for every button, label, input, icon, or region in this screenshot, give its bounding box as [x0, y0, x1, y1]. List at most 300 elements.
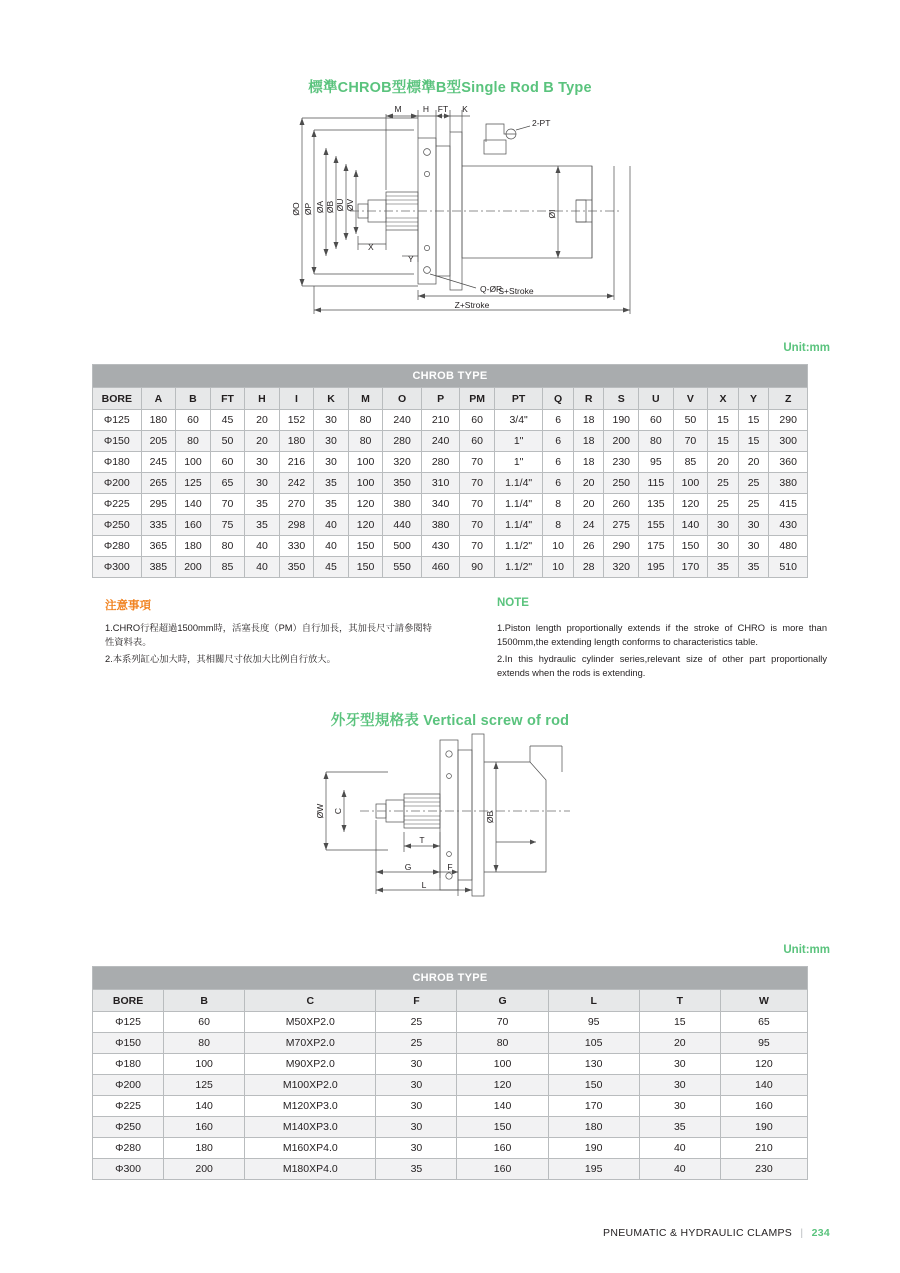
table-cell: 180: [176, 536, 211, 557]
table-cell: 40: [314, 515, 348, 536]
table-cell: 24: [573, 515, 604, 536]
table-cell: 152: [279, 410, 314, 431]
table-cell: 120: [720, 1054, 807, 1075]
note-cn-line1: 1.CHRO行程超過1500mm時，活塞長度（PM）自行加長，其加長尺寸請參閱特性資料表。: [105, 623, 432, 648]
table-cell: Φ225: [93, 1096, 164, 1117]
svg-text:C: C: [333, 807, 343, 815]
table-cell: 310: [421, 473, 460, 494]
table-cell: 85: [210, 557, 244, 578]
table-cell: 35: [314, 494, 348, 515]
table-cell: 1.1/2": [494, 557, 542, 578]
table-cell: 210: [720, 1138, 807, 1159]
table-cell: 30: [314, 431, 348, 452]
table-cell: 15: [738, 410, 769, 431]
table-cell: 30: [639, 1096, 720, 1117]
table-cell: 460: [421, 557, 460, 578]
table-cell: 350: [383, 473, 422, 494]
table-cell: 8: [543, 494, 574, 515]
table-cell: 15: [708, 431, 739, 452]
table-cell: 65: [210, 473, 244, 494]
unit-label-bottom: Unit:mm: [783, 944, 830, 956]
note-heading-en: NOTE: [497, 597, 529, 609]
table-cell: 80: [164, 1033, 245, 1054]
svg-text:ØB: ØB: [485, 810, 495, 824]
table-cell: 30: [245, 452, 279, 473]
table-cell: 290: [769, 410, 808, 431]
table-cell: 260: [604, 494, 639, 515]
table-cell: 100: [348, 473, 383, 494]
table-cell: 95: [548, 1012, 639, 1033]
table-row: [93, 410, 808, 431]
table-cell: 280: [383, 431, 422, 452]
table-cell: 25: [708, 473, 739, 494]
table-cell: 10: [543, 536, 574, 557]
page-footer: [603, 1227, 830, 1239]
table-cell: 280: [421, 452, 460, 473]
table-cell: Φ280: [93, 536, 142, 557]
table-cell: 20: [573, 494, 604, 515]
table-cell: 1.1/4": [494, 515, 542, 536]
svg-text:H: H: [422, 104, 430, 114]
table-cell: 130: [548, 1054, 639, 1075]
table-row: [93, 1012, 808, 1033]
table-cell: 70: [460, 536, 495, 557]
table-cell: 30: [376, 1054, 457, 1075]
table-cell: 340: [421, 494, 460, 515]
table-cell: 240: [383, 410, 422, 431]
column-header-f: F: [376, 990, 457, 1012]
table-cell: 30: [708, 536, 739, 557]
table-cell: 30: [639, 1075, 720, 1096]
table-cell: 180: [279, 431, 314, 452]
column-header-b: B: [164, 990, 245, 1012]
table-cell: 105: [548, 1033, 639, 1054]
column-header-z: Z: [769, 388, 808, 410]
page-number: 234: [811, 1227, 830, 1239]
table-cell: 30: [639, 1054, 720, 1075]
table-cell: 90: [460, 557, 495, 578]
chrob-type-main-table: [92, 364, 808, 578]
footer-text: PNEUMATIC & HYDRAULIC CLAMPS: [603, 1227, 793, 1239]
table-cell: 70: [210, 494, 244, 515]
note-cn-line2: 2.本系列缸心加大時，其相關尺寸依加大比例自行放大。: [105, 653, 336, 664]
table-cell: 30: [376, 1138, 457, 1159]
table-cell: 80: [348, 431, 383, 452]
table-cell: 120: [457, 1075, 548, 1096]
table-cell: 265: [141, 473, 176, 494]
table-cell: 430: [769, 515, 808, 536]
column-header-o: O: [383, 388, 422, 410]
table-cell: 30: [314, 410, 348, 431]
table-cell: Φ300: [93, 1159, 164, 1180]
table-cell: 6: [543, 473, 574, 494]
table-cell: M90XP2.0: [245, 1054, 376, 1075]
column-header-bore: BORE: [93, 990, 164, 1012]
table-cell: Φ250: [93, 1117, 164, 1138]
table-cell: 500: [383, 536, 422, 557]
table-cell: 70: [460, 494, 495, 515]
unit-label-top: Unit:mm: [783, 342, 830, 354]
table-cell: 30: [738, 515, 769, 536]
table-cell: 290: [604, 536, 639, 557]
table-cell: Φ150: [93, 431, 142, 452]
table-cell: M140XP3.0: [245, 1117, 376, 1138]
table-cell: 40: [639, 1138, 720, 1159]
table-cell: 300: [769, 431, 808, 452]
table-cell: 195: [639, 557, 674, 578]
table-row: [93, 515, 808, 536]
table2-column-header-row: [93, 990, 808, 1012]
table-cell: Φ125: [93, 410, 142, 431]
table-cell: 175: [639, 536, 674, 557]
table-cell: 75: [210, 515, 244, 536]
table-cell: 125: [164, 1075, 245, 1096]
table-cell: 245: [141, 452, 176, 473]
table-cell: Φ150: [93, 1033, 164, 1054]
table-cell: 216: [279, 452, 314, 473]
table1-body: [93, 410, 808, 578]
table-cell: 25: [738, 473, 769, 494]
table-cell: 35: [245, 494, 279, 515]
table1-column-header-row: [93, 388, 808, 410]
table-cell: 70: [460, 473, 495, 494]
table-cell: 8: [543, 515, 574, 536]
table-cell: 28: [573, 557, 604, 578]
note-en-line2: 2.In this hydraulic cylinder series,relevant size of other part proportionally extends when the rods is extending.: [497, 653, 827, 679]
table-cell: Φ300: [93, 557, 142, 578]
table-cell: 115: [639, 473, 674, 494]
table-cell: 40: [245, 557, 279, 578]
table-cell: 180: [164, 1138, 245, 1159]
table-cell: 18: [573, 452, 604, 473]
table-cell: M180XP4.0: [245, 1159, 376, 1180]
table-cell: 440: [383, 515, 422, 536]
table-cell: 18: [573, 431, 604, 452]
table-row: [93, 1054, 808, 1075]
table-cell: 200: [176, 557, 211, 578]
table-cell: 30: [708, 515, 739, 536]
table-cell: 200: [604, 431, 639, 452]
table-cell: Φ200: [93, 473, 142, 494]
table-cell: 80: [457, 1033, 548, 1054]
table-row: [93, 494, 808, 515]
table-cell: 45: [314, 557, 348, 578]
table-row: [93, 1138, 808, 1159]
table-cell: 350: [279, 557, 314, 578]
svg-text:ØU: ØU: [335, 198, 345, 212]
svg-text:G: G: [404, 862, 412, 872]
note-body-cn: [105, 621, 435, 668]
table-cell: 6: [543, 431, 574, 452]
column-header-ft: FT: [210, 388, 244, 410]
svg-text:Z+Stroke: Z+Stroke: [454, 300, 490, 310]
table-row: [93, 1159, 808, 1180]
column-header-b: B: [176, 388, 211, 410]
svg-text:K: K: [462, 104, 468, 114]
table-cell: 60: [460, 410, 495, 431]
table-cell: 160: [457, 1159, 548, 1180]
table-cell: 170: [548, 1096, 639, 1117]
column-header-t: T: [639, 990, 720, 1012]
table-cell: 230: [720, 1159, 807, 1180]
table-cell: 120: [348, 494, 383, 515]
table-cell: Φ280: [93, 1138, 164, 1159]
table-cell: 35: [708, 557, 739, 578]
table-cell: 155: [639, 515, 674, 536]
table-cell: 190: [604, 410, 639, 431]
svg-text:Q-ØR: Q-ØR: [480, 284, 503, 294]
table-row: [93, 431, 808, 452]
table-cell: 15: [708, 410, 739, 431]
table-cell: 240: [421, 431, 460, 452]
table-cell: 100: [176, 452, 211, 473]
table-cell: 25: [376, 1012, 457, 1033]
table-cell: 385: [141, 557, 176, 578]
table-cell: 380: [383, 494, 422, 515]
column-header-l: L: [548, 990, 639, 1012]
column-header-k: K: [314, 388, 348, 410]
table-cell: 190: [548, 1138, 639, 1159]
table-cell: 25: [376, 1033, 457, 1054]
table-cell: 50: [673, 410, 708, 431]
table-cell: 50: [210, 431, 244, 452]
column-header-bore: BORE: [93, 388, 142, 410]
table-cell: 60: [164, 1012, 245, 1033]
table-cell: 45: [210, 410, 244, 431]
table-cell: 30: [376, 1117, 457, 1138]
table-cell: Φ180: [93, 1054, 164, 1075]
table-cell: 195: [548, 1159, 639, 1180]
table-cell: 170: [673, 557, 708, 578]
table-row: [93, 1075, 808, 1096]
footer-separator: |: [800, 1227, 804, 1239]
table-cell: 6: [543, 452, 574, 473]
table-cell: 60: [460, 431, 495, 452]
note-heading-cn: 注意事項: [105, 600, 151, 612]
column-header-x: X: [708, 388, 739, 410]
svg-text:ØI: ØI: [547, 209, 557, 219]
table-cell: 150: [548, 1075, 639, 1096]
table-cell: 95: [720, 1033, 807, 1054]
table-cell: 120: [673, 494, 708, 515]
svg-text:L: L: [421, 880, 427, 890]
table-cell: 6: [543, 410, 574, 431]
table-cell: 140: [457, 1096, 548, 1117]
table-cell: 160: [176, 515, 211, 536]
table-cell: 100: [457, 1054, 548, 1075]
table-cell: 100: [673, 473, 708, 494]
table-cell: 120: [348, 515, 383, 536]
table-cell: 35: [314, 473, 348, 494]
table-cell: 295: [141, 494, 176, 515]
table-cell: 40: [639, 1159, 720, 1180]
table-cell: 320: [604, 557, 639, 578]
table-cell: 180: [141, 410, 176, 431]
table-cell: 60: [176, 410, 211, 431]
table-row: [93, 1096, 808, 1117]
table-cell: 70: [460, 452, 495, 473]
table-cell: 70: [673, 431, 708, 452]
table-cell: 150: [673, 536, 708, 557]
table-cell: Φ225: [93, 494, 142, 515]
table-cell: 35: [738, 557, 769, 578]
column-header-v: V: [673, 388, 708, 410]
table-cell: 270: [279, 494, 314, 515]
table-cell: 125: [176, 473, 211, 494]
svg-text:ØV: ØV: [345, 198, 355, 212]
table-cell: 80: [210, 536, 244, 557]
table-cell: 1": [494, 431, 542, 452]
table-cell: 100: [348, 452, 383, 473]
table-cell: 15: [738, 431, 769, 452]
table-cell: 30: [376, 1096, 457, 1117]
table-cell: Φ125: [93, 1012, 164, 1033]
table-cell: 60: [210, 452, 244, 473]
svg-text:ØP: ØP: [303, 202, 313, 216]
table-cell: 140: [164, 1096, 245, 1117]
note-body-en: [497, 621, 827, 683]
column-header-s: S: [604, 388, 639, 410]
table-cell: 35: [639, 1117, 720, 1138]
table-cell: 430: [421, 536, 460, 557]
svg-text:X: X: [368, 242, 374, 252]
table-cell: 35: [245, 515, 279, 536]
table-cell: 275: [604, 515, 639, 536]
section-title-single-rod-b-type: 標準CHROB型標準B型Single Rod B Type: [308, 80, 592, 96]
column-header-pt: PT: [494, 388, 542, 410]
table-cell: 210: [421, 410, 460, 431]
table-cell: 30: [376, 1075, 457, 1096]
table-cell: 40: [314, 536, 348, 557]
table-cell: 100: [164, 1054, 245, 1075]
table-cell: 510: [769, 557, 808, 578]
table-cell: 20: [639, 1033, 720, 1054]
table-row: [93, 473, 808, 494]
table-cell: 360: [769, 452, 808, 473]
column-header-i: I: [279, 388, 314, 410]
column-header-r: R: [573, 388, 604, 410]
technical-drawing-chrob-single-rod: [290, 104, 660, 319]
table-cell: 30: [314, 452, 348, 473]
table-cell: M120XP3.0: [245, 1096, 376, 1117]
table-cell: 25: [708, 494, 739, 515]
table-row: [93, 536, 808, 557]
technical-drawing-vertical-screw-of-rod: [300, 732, 600, 922]
column-header-q: Q: [543, 388, 574, 410]
chrob-type-vertical-screw-table: [92, 966, 808, 1180]
table-cell: 80: [176, 431, 211, 452]
table-cell: Φ180: [93, 452, 142, 473]
column-header-g: G: [457, 990, 548, 1012]
table-row: [93, 1033, 808, 1054]
table-cell: 480: [769, 536, 808, 557]
svg-text:ØA: ØA: [315, 200, 325, 214]
table-cell: 35: [376, 1159, 457, 1180]
table-cell: 70: [457, 1012, 548, 1033]
table-cell: M160XP4.0: [245, 1138, 376, 1159]
note-en-line1: 1.Piston length proportionally extends if the stroke of CHRO is more than 1500mm,the extending length conforms to characteristics table.: [497, 623, 827, 648]
table-cell: 135: [639, 494, 674, 515]
table-cell: 160: [457, 1138, 548, 1159]
table-cell: 80: [348, 410, 383, 431]
column-header-u: U: [639, 388, 674, 410]
table-cell: 230: [604, 452, 639, 473]
table-cell: 140: [720, 1075, 807, 1096]
table-cell: 60: [639, 410, 674, 431]
table-cell: 1.1/4": [494, 494, 542, 515]
table-cell: Φ250: [93, 515, 142, 536]
table-cell: Φ200: [93, 1075, 164, 1096]
table-cell: 26: [573, 536, 604, 557]
table-cell: 415: [769, 494, 808, 515]
table-cell: 160: [720, 1096, 807, 1117]
table-cell: 298: [279, 515, 314, 536]
svg-text:ØB: ØB: [325, 200, 335, 214]
table-cell: 242: [279, 473, 314, 494]
table-cell: M50XP2.0: [245, 1012, 376, 1033]
table-cell: 95: [639, 452, 674, 473]
table2-body: [93, 1012, 808, 1180]
svg-text:S+Stroke: S+Stroke: [498, 286, 534, 296]
table-cell: 150: [348, 536, 383, 557]
column-header-m: M: [348, 388, 383, 410]
table-cell: 550: [383, 557, 422, 578]
table-cell: 140: [176, 494, 211, 515]
table-cell: 365: [141, 536, 176, 557]
table-cell: 140: [673, 515, 708, 536]
column-header-h: H: [245, 388, 279, 410]
table-row: [93, 1117, 808, 1138]
table-cell: 190: [720, 1117, 807, 1138]
column-header-y: Y: [738, 388, 769, 410]
table-cell: 150: [348, 557, 383, 578]
column-header-p: P: [421, 388, 460, 410]
table-cell: 1.1/2": [494, 536, 542, 557]
table-row: [93, 452, 808, 473]
column-header-pm: PM: [460, 388, 495, 410]
svg-text:Y: Y: [408, 254, 414, 264]
table-cell: M100XP2.0: [245, 1075, 376, 1096]
table-cell: 160: [164, 1117, 245, 1138]
table-cell: 20: [245, 431, 279, 452]
table-cell: 20: [245, 410, 279, 431]
table-cell: 205: [141, 431, 176, 452]
table-cell: 80: [639, 431, 674, 452]
table-cell: 200: [164, 1159, 245, 1180]
table1-group-header: CHROB TYPE: [93, 365, 808, 388]
table-cell: 65: [720, 1012, 807, 1033]
table-cell: 30: [738, 536, 769, 557]
table-cell: 380: [421, 515, 460, 536]
table-cell: 250: [604, 473, 639, 494]
svg-text:2-PT: 2-PT: [532, 118, 551, 128]
table-cell: 150: [457, 1117, 548, 1138]
table-cell: 85: [673, 452, 708, 473]
table-cell: 320: [383, 452, 422, 473]
table2-group-header: CHROB TYPE: [93, 967, 808, 990]
table-cell: 15: [639, 1012, 720, 1033]
table-cell: 330: [279, 536, 314, 557]
table-cell: 335: [141, 515, 176, 536]
svg-text:M: M: [394, 104, 402, 114]
table-cell: 70: [460, 515, 495, 536]
table-cell: 3/4": [494, 410, 542, 431]
column-header-a: A: [141, 388, 176, 410]
svg-text:ØO: ØO: [291, 202, 301, 216]
column-header-w: W: [720, 990, 807, 1012]
svg-text:T: T: [419, 835, 425, 845]
svg-text:F: F: [447, 862, 453, 872]
